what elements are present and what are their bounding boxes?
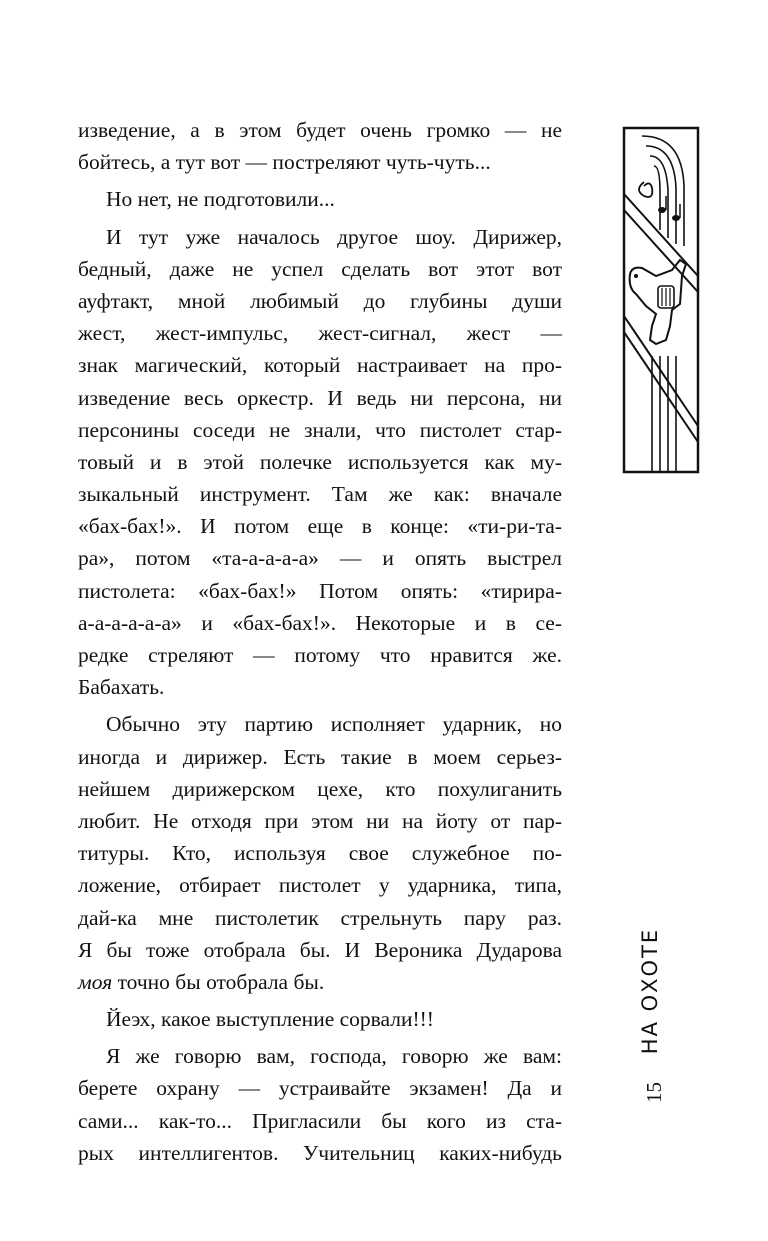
text-line: жест, жест-импульс, жест-сигнал, жест —: [78, 321, 562, 346]
text-line: знак магический, который настраивает на про-: [78, 353, 562, 378]
text-line-rest: точно бы отобрала бы.: [112, 969, 325, 994]
text-line: бедный, даже не успел сделать вот этот вот: [78, 256, 562, 281]
text-line: зыкальный инструмент. Там же как: вначале: [78, 482, 562, 507]
text-line: дай-ка мне пистолетик стрельнуть пару раз.: [78, 905, 562, 930]
text-line: Обычно эту партию исполняет ударник, но: [106, 712, 562, 737]
text-line: Но нет, не подготовили...: [106, 187, 335, 212]
text-line: сами... как-то... Пригласили бы кого из ста-: [78, 1108, 562, 1133]
text-line: а-а-а-а-а-а» и «бах-бах!». Некоторые и в се-: [78, 610, 562, 635]
text-line: изведение, а в этом будет очень громко — не: [78, 118, 562, 142]
text-line: Я бы тоже отобрала бы. И Вероника Дударова: [78, 937, 562, 962]
text-line: [78, 966, 562, 998]
text-line: рых интеллигентов. Учительниц каких-нибудь: [78, 1140, 562, 1165]
text-line: титуры. Кто, используя свое служебное по-: [78, 841, 562, 866]
text-line: бойтесь, а тут вот — постреляют чуть-чуть...: [78, 150, 491, 175]
text-line: ложение, отбирает пистолет у ударника, типа,: [78, 873, 562, 898]
section-title: [628, 927, 672, 1055]
body-text: [78, 114, 562, 1169]
page-number: [636, 1070, 672, 1114]
text-line: изведение весь оркестр. И ведь ни персона, ни: [78, 385, 562, 410]
page-number-text: 15: [641, 1081, 666, 1103]
section-title-text: НА ОХОТЕ: [638, 927, 662, 1055]
text-line: Йеэх, какое выступление сорвали!!!: [106, 1007, 434, 1032]
text-line: ауфтакт, мной любимый до глубины души: [78, 288, 562, 313]
text-line: Я же говорю вам, господа, говорю же вам:: [106, 1044, 562, 1069]
text-line: иногда и дирижер. Есть такие в моем серьез-: [78, 744, 562, 769]
text-line: ра», потом «та-а-а-а-а» — и опять выстрел: [78, 546, 562, 571]
text-line: пистолета: «бах-бах!» Потом опять: «тирира-: [78, 578, 562, 603]
italic-word: моя: [78, 969, 113, 994]
text-line: товый и в этой полечке используется как му-: [78, 449, 562, 474]
text-line: персонины соседи не знали, что пистолет стар-: [78, 417, 562, 442]
text-line: берете охрану — устраивайте экзамен! Да и: [78, 1076, 562, 1101]
text-line: И тут уже началось другое шоу. Дирижер,: [106, 224, 562, 249]
text-line: редке стреляют — потому что нравится же.: [78, 643, 562, 667]
text-line: любит. Не отходя при этом ни на йоту от пар-: [78, 808, 562, 833]
text-line: Бабахать.: [78, 675, 165, 700]
text-line: нейшем дирижерском цехе, кто похулиганить: [78, 776, 562, 801]
chapter-ornament-icon: [622, 126, 700, 474]
text-line: «бах-бах!». И потом еще в конце: «ти-ри-та-: [78, 514, 562, 539]
